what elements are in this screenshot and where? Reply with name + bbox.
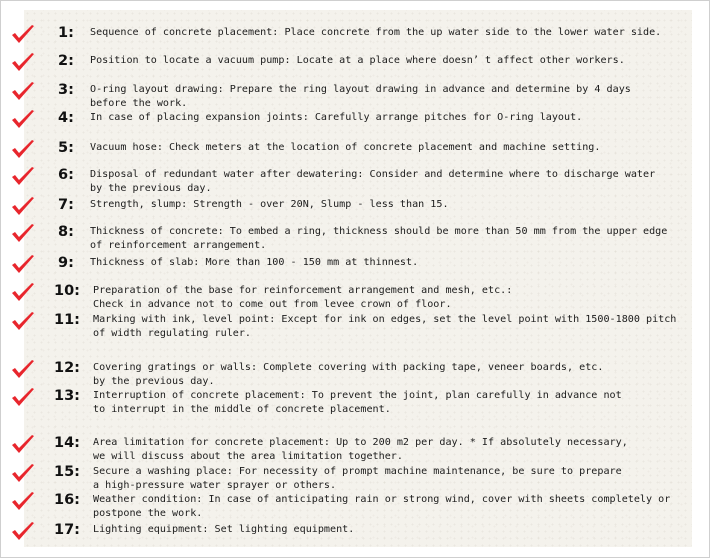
item-text-line2: of reinforcement arrangement. — [90, 240, 267, 251]
item-text — [90, 26, 661, 40]
item-text — [93, 361, 603, 389]
item-text-line2: postpone the work. — [93, 508, 203, 519]
item-text — [93, 523, 354, 537]
checklist-item — [0, 109, 690, 143]
item-text-line1: Lighting equipment: Set lighting equipment. — [93, 524, 355, 535]
item-text — [93, 313, 676, 341]
item-text-line1: Thickness of slab: More than 100 - 150 mm at thinnest. — [90, 257, 419, 268]
item-number: 11: — [54, 312, 80, 328]
item-text-line2: a high-pressure water sprayer or others. — [93, 480, 337, 491]
item-text — [90, 83, 631, 111]
item-number: 8: — [58, 224, 74, 240]
item-text-line1: In case of placing expansion joints: Carefully arrange pitches for O-ring layout. — [90, 112, 583, 123]
item-number: 5: — [58, 140, 74, 156]
item-text-line1: Vacuum hose: Check meters at the location of concrete placement and machine setting. — [90, 142, 601, 153]
checklist-item — [0, 491, 690, 525]
checkmark-icon — [10, 52, 36, 74]
item-text-line1: Position to locate a vacuum pump: Locate at a place where doesn’ t affect other workers. — [90, 55, 625, 66]
item-text-line1: Sequence of concrete placement: Place concrete from the up water side to the lower water side. — [90, 27, 662, 38]
item-text-line2: to interrupt in the middle of concrete placement. — [93, 404, 391, 415]
item-text-line1: Strength, slump: Strength - over 20N, Slump - less than 15. — [90, 199, 449, 210]
item-number: 16: — [54, 492, 80, 508]
item-text-line2: Check in advance not to come out from levee crown of floor. — [93, 299, 452, 310]
checkmark-icon — [10, 166, 36, 188]
item-text-line2: of width regulating ruler. — [93, 328, 252, 339]
item-text-line1: Disposal of redundant water after dewatering: Consider and determine where to discharge water — [90, 169, 656, 180]
checklist-item — [0, 387, 690, 421]
item-text-line1: O-ring layout drawing: Prepare the ring layout drawing in advance and determine by 4 days — [90, 84, 631, 95]
item-text-line2: before the work. — [90, 98, 188, 109]
checkmark-icon — [10, 311, 36, 333]
item-text-line1: Weather condition: In case of anticipating rain or strong wind, cover with sheets completely or — [93, 494, 671, 505]
item-text — [90, 198, 449, 212]
item-text — [93, 493, 670, 521]
item-text — [90, 54, 625, 68]
item-text-line1: Area limitation for concrete placement: Up to 200 m2 per day. * If absolutely necessary, — [93, 437, 628, 448]
item-text-line1: Secure a washing place: For necessity of prompt machine maintenance, be sure to prepare — [93, 466, 622, 477]
item-text-line2: we will discuss about the area limitation together. — [93, 451, 403, 462]
checkmark-icon — [10, 463, 36, 485]
checklist-item — [0, 223, 690, 257]
checkmark-icon — [10, 491, 36, 513]
item-number: 6: — [58, 167, 74, 183]
item-text — [93, 465, 622, 493]
checkmark-icon — [10, 24, 36, 46]
item-number: 13: — [54, 388, 80, 404]
checklist-item — [0, 311, 690, 345]
item-text-line1: Preparation of the base for reinforcement arrangement and mesh, etc.: — [93, 285, 513, 296]
item-text-line2: by the previous day. — [90, 183, 212, 194]
item-text-line1: Interruption of concrete placement: To prevent the joint, plan carefully in advance not — [93, 390, 622, 401]
checkmark-icon — [10, 521, 36, 543]
checkmark-icon — [10, 434, 36, 456]
item-number: 3: — [58, 82, 74, 98]
item-number: 1: — [58, 25, 74, 41]
item-number: 12: — [54, 360, 80, 376]
item-text — [90, 141, 600, 155]
item-text-line1: Marking with ink, level point: Except for ink on edges, set the level point with 1500-1800 pitch — [93, 314, 677, 325]
item-text — [90, 111, 582, 125]
item-number: 17: — [54, 522, 80, 538]
item-text-line2: by the previous day. — [93, 376, 215, 387]
item-number: 15: — [54, 464, 80, 480]
checkmark-icon — [10, 139, 36, 161]
checklist-item — [0, 521, 690, 555]
item-text — [93, 389, 622, 417]
item-number: 2: — [58, 53, 74, 69]
item-number: 10: — [54, 283, 80, 299]
checkmark-icon — [10, 196, 36, 218]
checklist-item — [0, 166, 690, 200]
checkmark-icon — [10, 81, 36, 103]
item-number: 7: — [58, 197, 74, 213]
item-text — [93, 436, 628, 464]
checkmark-icon — [10, 109, 36, 131]
checkmark-icon — [10, 282, 36, 304]
item-text — [90, 168, 655, 196]
checkmark-icon — [10, 254, 36, 276]
item-text — [93, 284, 512, 312]
item-text — [90, 256, 418, 270]
item-text — [90, 225, 667, 253]
checkmark-icon — [10, 387, 36, 409]
item-number: 4: — [58, 110, 74, 126]
item-text-line1: Thickness of concrete: To embed a ring, thickness should be more than 50 mm from the upper edge — [90, 226, 668, 237]
item-text-line1: Covering gratings or walls: Complete covering with packing tape, veneer boards, etc. — [93, 362, 604, 373]
checkmark-icon — [10, 223, 36, 245]
item-number: 14: — [54, 435, 80, 451]
item-number: 9: — [58, 255, 74, 271]
checkmark-icon — [10, 359, 36, 381]
